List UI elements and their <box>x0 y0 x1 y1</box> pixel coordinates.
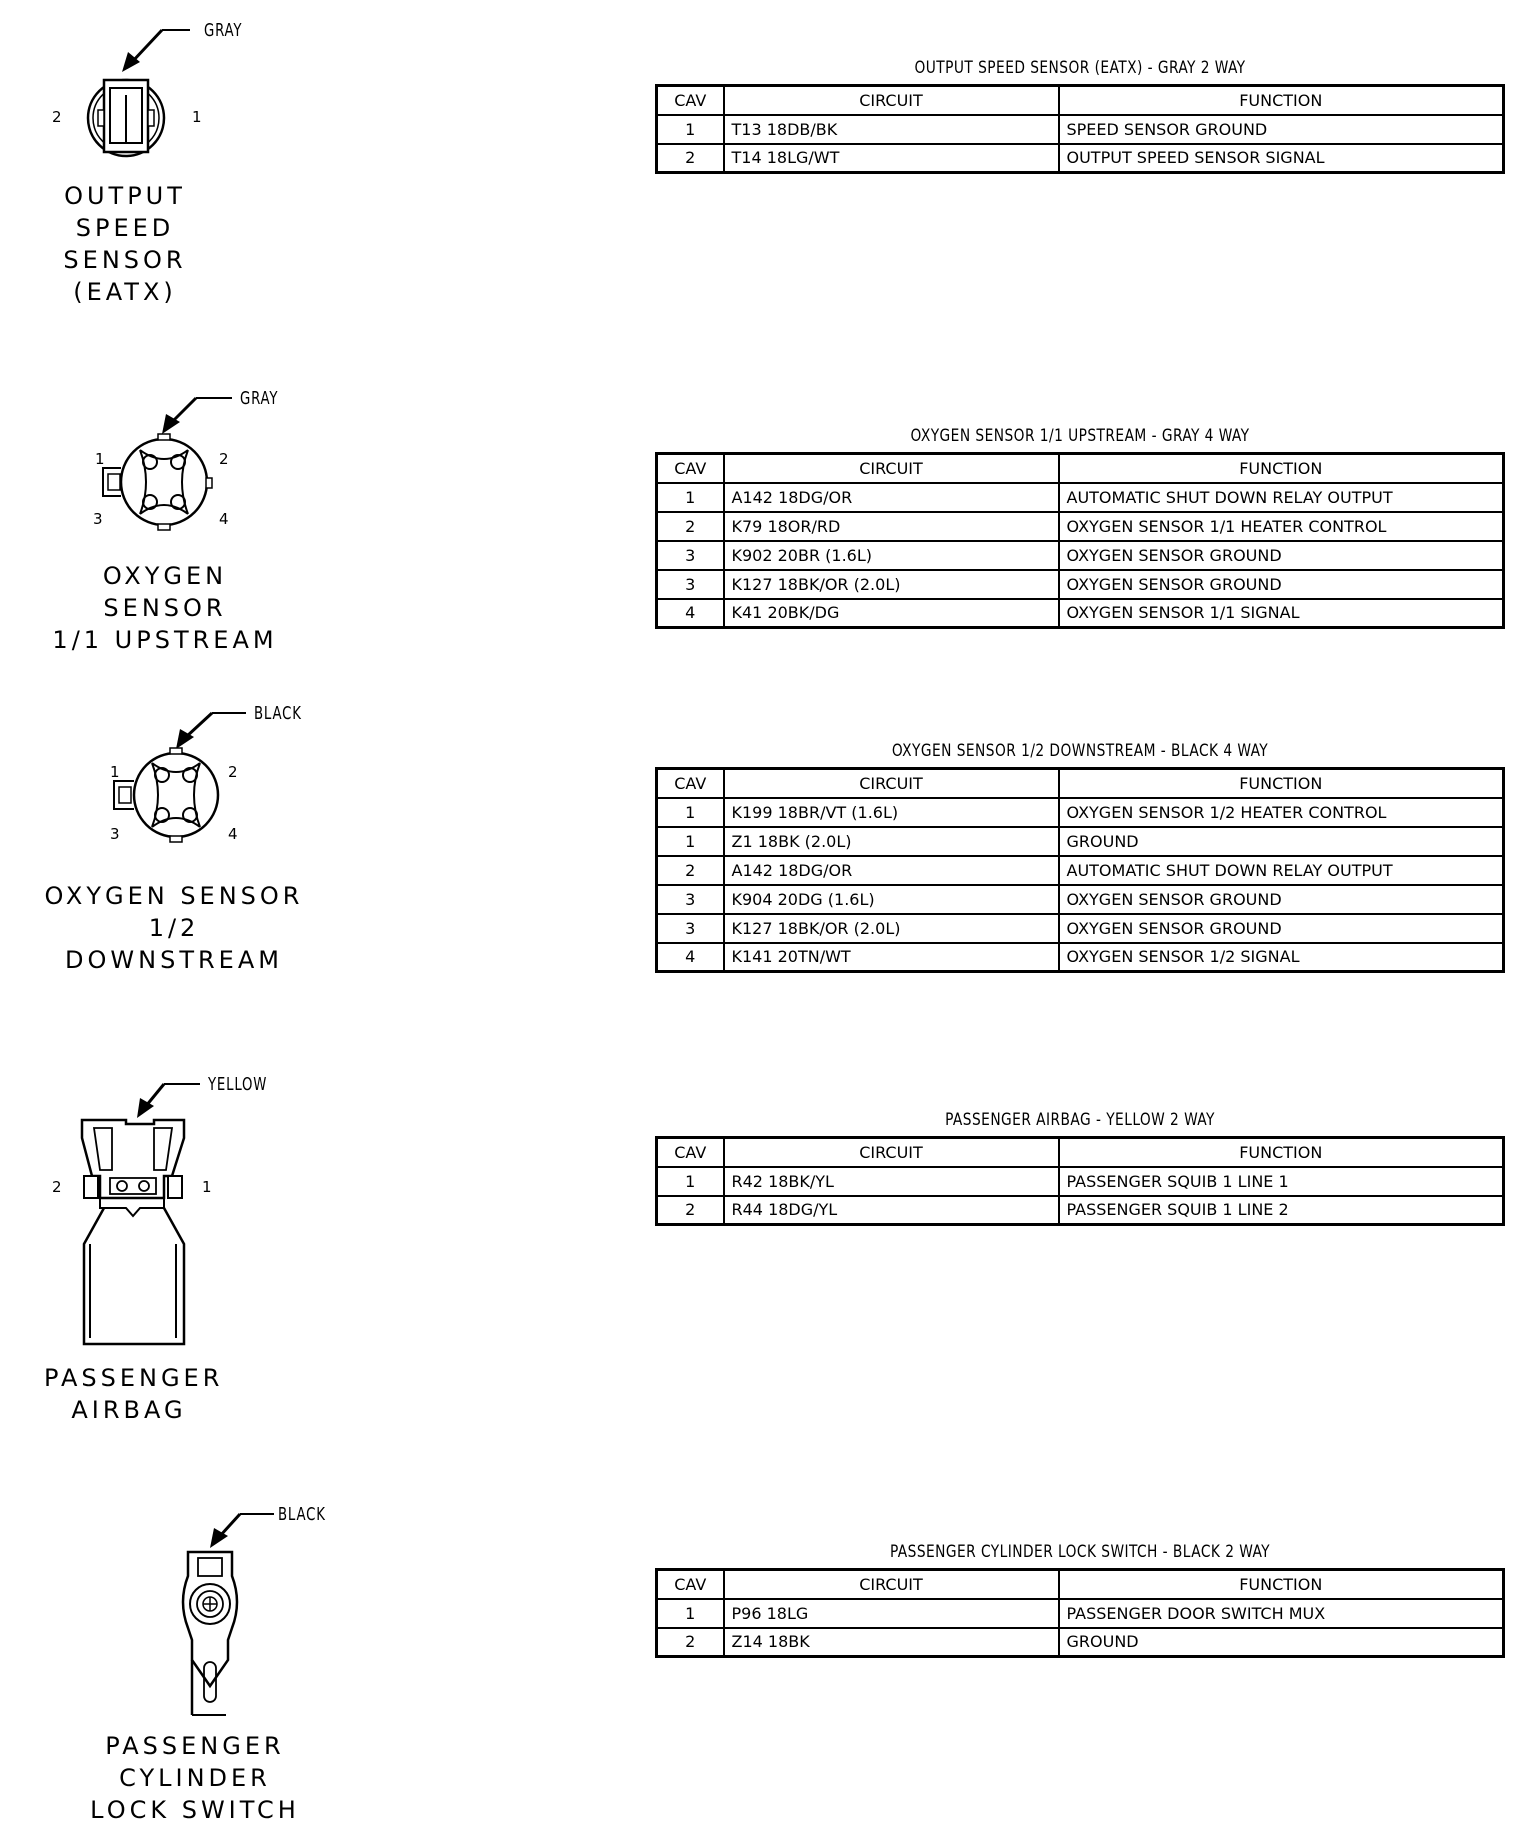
connector-diagram <box>0 685 620 1025</box>
connector-diagram <box>0 0 620 330</box>
circuit-cell: K904 20DG (1.6L) <box>724 885 1059 914</box>
connector-table <box>655 1542 1505 1658</box>
connector-diagram <box>0 370 620 680</box>
circuit-cell: P96 18LG <box>724 1599 1059 1628</box>
pin-number: 2 <box>219 450 229 468</box>
circuit-cell: T14 18LG/WT <box>724 144 1059 173</box>
pinout-table <box>655 452 1505 629</box>
cav-cell: 2 <box>657 512 724 541</box>
cav-cell: 1 <box>657 1167 724 1196</box>
function-cell: GROUND <box>1059 827 1504 856</box>
component-name: PASSENGER CYLINDER LOCK SWITCH <box>90 1732 300 1824</box>
column-header-cav: CAV <box>657 86 724 115</box>
pin-number: 2 <box>52 108 62 126</box>
column-header-function: FUNCTION <box>1059 454 1504 483</box>
connector-section-oxygen-sensor-upstream <box>0 370 1536 680</box>
table-title: PASSENGER AIRBAG - YELLOW 2 WAY <box>945 1110 1215 1130</box>
column-header-circuit: CIRCUIT <box>724 769 1059 798</box>
pin-number: 1 <box>192 108 202 126</box>
function-cell: OXYGEN SENSOR GROUND <box>1059 541 1504 570</box>
pin-number: 1 <box>110 763 120 781</box>
circuit-cell: Z1 18BK (2.0L) <box>724 827 1059 856</box>
pin-number: 3 <box>93 510 103 528</box>
function-cell: OXYGEN SENSOR 1/2 HEATER CONTROL <box>1059 798 1504 827</box>
connector-table <box>655 741 1505 973</box>
column-header-circuit: CIRCUIT <box>724 86 1059 115</box>
circuit-cell: K141 20TN/WT <box>724 943 1059 972</box>
cav-cell: 2 <box>657 856 724 885</box>
table-row <box>657 115 1504 144</box>
table-title: OXYGEN SENSOR 1/2 DOWNSTREAM - BLACK 4 WAY <box>891 741 1269 761</box>
circuit-cell: K41 20BK/DG <box>724 599 1059 628</box>
table-header-row <box>657 1138 1504 1167</box>
connector-diagram <box>0 1058 620 1438</box>
cav-cell: 3 <box>657 541 724 570</box>
cav-cell: 3 <box>657 885 724 914</box>
cav-cell: 2 <box>657 1628 724 1657</box>
pinout-table <box>655 84 1505 174</box>
connector-section-output-speed-sensor <box>0 0 1536 330</box>
function-cell: OUTPUT SPEED SENSOR SIGNAL <box>1059 144 1504 173</box>
cav-cell: 2 <box>657 144 724 173</box>
table-row <box>657 1628 1504 1657</box>
table-row <box>657 827 1504 856</box>
circuit-cell: T13 18DB/BK <box>724 115 1059 144</box>
component-name: OUTPUT SPEED SENSOR (EATX) <box>63 182 187 306</box>
circuit-cell: Z14 18BK <box>724 1628 1059 1657</box>
connector-table <box>655 1110 1505 1226</box>
table-row <box>657 1167 1504 1196</box>
column-header-function: FUNCTION <box>1059 769 1504 798</box>
table-row <box>657 856 1504 885</box>
table-header-row <box>657 1570 1504 1599</box>
pin-number: 4 <box>219 510 229 528</box>
cav-cell: 1 <box>657 115 724 144</box>
function-cell: OXYGEN SENSOR GROUND <box>1059 570 1504 599</box>
pin-number: 3 <box>110 825 120 843</box>
column-header-circuit: CIRCUIT <box>724 1570 1059 1599</box>
table-title: OXYGEN SENSOR 1/1 UPSTREAM - GRAY 4 WAY <box>910 426 1250 446</box>
column-header-circuit: CIRCUIT <box>724 1138 1059 1167</box>
connector-color-label: BLACK <box>254 703 302 724</box>
cav-cell: 1 <box>657 827 724 856</box>
function-cell: PASSENGER SQUIB 1 LINE 1 <box>1059 1167 1504 1196</box>
cav-cell: 2 <box>657 1196 724 1225</box>
circuit-cell: K127 18BK/OR (2.0L) <box>724 914 1059 943</box>
circuit-cell: R42 18BK/YL <box>724 1167 1059 1196</box>
connector-section-oxygen-sensor-downstream <box>0 685 1536 1025</box>
table-header-row <box>657 86 1504 115</box>
connector-color-label: YELLOW <box>208 1074 268 1095</box>
connector-diagram <box>0 1490 620 1824</box>
table-row <box>657 1196 1504 1225</box>
function-cell: AUTOMATIC SHUT DOWN RELAY OUTPUT <box>1059 856 1504 885</box>
connector-section-passenger-airbag <box>0 1058 1536 1438</box>
connector-color-label: GRAY <box>204 20 243 41</box>
connector-section-passenger-cylinder-lock-switch <box>0 1490 1536 1824</box>
cav-cell: 1 <box>657 1599 724 1628</box>
cav-cell: 3 <box>657 570 724 599</box>
column-header-function: FUNCTION <box>1059 86 1504 115</box>
table-title: PASSENGER CYLINDER LOCK SWITCH - BLACK 2 WAY <box>889 1542 1270 1562</box>
cav-cell: 1 <box>657 798 724 827</box>
connector-color-label: GRAY <box>240 388 279 409</box>
table-title: OUTPUT SPEED SENSOR (EATX) - GRAY 2 WAY <box>914 58 1246 78</box>
circuit-cell: K127 18BK/OR (2.0L) <box>724 570 1059 599</box>
pinout-table <box>655 1568 1505 1658</box>
function-cell: GROUND <box>1059 1628 1504 1657</box>
table-row <box>657 144 1504 173</box>
component-name: OXYGEN SENSOR 1/2 DOWNSTREAM <box>44 882 304 974</box>
circuit-cell: R44 18DG/YL <box>724 1196 1059 1225</box>
connector-color-label: BLACK <box>278 1504 326 1525</box>
connector-table <box>655 426 1505 629</box>
cav-cell: 4 <box>657 943 724 972</box>
pin-number: 1 <box>202 1178 212 1196</box>
pin-number: 1 <box>95 450 105 468</box>
cav-cell: 4 <box>657 599 724 628</box>
table-header-row <box>657 769 1504 798</box>
pin-number: 4 <box>228 825 238 843</box>
connector-table <box>655 58 1505 174</box>
pin-number: 2 <box>52 1178 62 1196</box>
circuit-cell: A142 18DG/OR <box>724 483 1059 512</box>
column-header-function: FUNCTION <box>1059 1570 1504 1599</box>
column-header-cav: CAV <box>657 1570 724 1599</box>
table-row <box>657 914 1504 943</box>
function-cell: OXYGEN SENSOR GROUND <box>1059 885 1504 914</box>
table-row <box>657 483 1504 512</box>
table-header-row <box>657 454 1504 483</box>
pinout-table <box>655 767 1505 973</box>
column-header-circuit: CIRCUIT <box>724 454 1059 483</box>
table-row <box>657 885 1504 914</box>
column-header-function: FUNCTION <box>1059 1138 1504 1167</box>
table-row <box>657 1599 1504 1628</box>
circuit-cell: K199 18BR/VT (1.6L) <box>724 798 1059 827</box>
function-cell: PASSENGER SQUIB 1 LINE 2 <box>1059 1196 1504 1225</box>
function-cell: PASSENGER DOOR SWITCH MUX <box>1059 1599 1504 1628</box>
circuit-cell: K902 20BR (1.6L) <box>724 541 1059 570</box>
table-row <box>657 570 1504 599</box>
column-header-cav: CAV <box>657 454 724 483</box>
function-cell: OXYGEN SENSOR 1/1 HEATER CONTROL <box>1059 512 1504 541</box>
table-row <box>657 798 1504 827</box>
column-header-cav: CAV <box>657 1138 724 1167</box>
table-row <box>657 599 1504 628</box>
table-row <box>657 512 1504 541</box>
function-cell: OXYGEN SENSOR 1/2 SIGNAL <box>1059 943 1504 972</box>
column-header-cav: CAV <box>657 769 724 798</box>
function-cell: OXYGEN SENSOR GROUND <box>1059 914 1504 943</box>
cav-cell: 3 <box>657 914 724 943</box>
circuit-cell: K79 18OR/RD <box>724 512 1059 541</box>
circuit-cell: A142 18DG/OR <box>724 856 1059 885</box>
function-cell: SPEED SENSOR GROUND <box>1059 115 1504 144</box>
cav-cell: 1 <box>657 483 724 512</box>
component-name: OXYGEN SENSOR 1/1 UPSTREAM <box>52 562 278 654</box>
table-row <box>657 541 1504 570</box>
function-cell: OXYGEN SENSOR 1/1 SIGNAL <box>1059 599 1504 628</box>
function-cell: AUTOMATIC SHUT DOWN RELAY OUTPUT <box>1059 483 1504 512</box>
component-name: PASSENGER AIRBAG <box>44 1364 224 1424</box>
pin-number: 2 <box>228 763 238 781</box>
table-row <box>657 943 1504 972</box>
pinout-table <box>655 1136 1505 1226</box>
